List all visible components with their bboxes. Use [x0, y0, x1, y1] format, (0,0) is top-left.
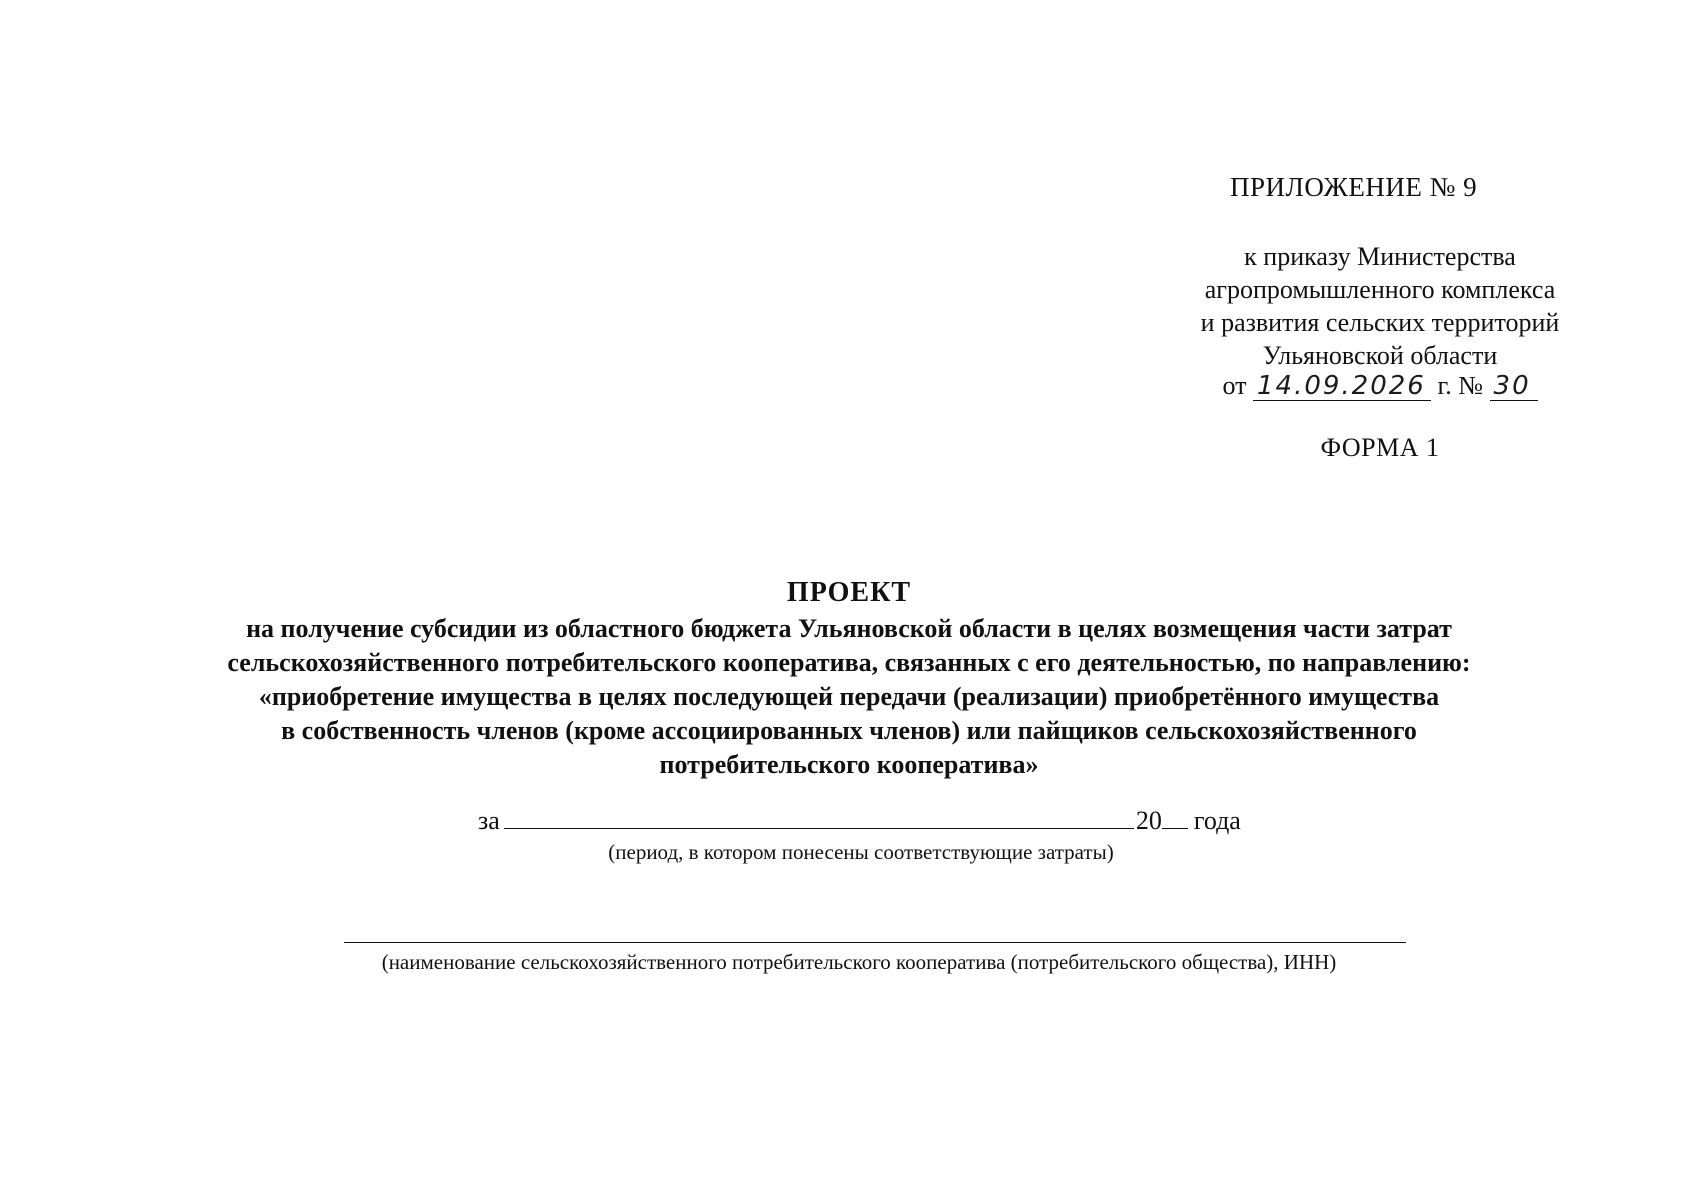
- project-subtitle: [100, 612, 1598, 782]
- project-heading: ПРОЕКТ: [786, 577, 912, 608]
- subtitle-line: потребительского кооператива»: [659, 750, 1039, 779]
- period-blank-field[interactable]: [504, 806, 1134, 829]
- order-reference: [1150, 240, 1610, 372]
- year-prefix: 20: [1135, 806, 1162, 835]
- order-line: Ульяновской области: [1262, 341, 1498, 370]
- handwritten-date: 14.09.2026: [1253, 372, 1431, 401]
- year-blank-field[interactable]: [1162, 806, 1188, 829]
- period-line: [478, 806, 1298, 836]
- form-label: ФОРМА 1: [1320, 433, 1440, 462]
- order-line: и развития сельских территорий: [1200, 308, 1560, 337]
- order-line: к приказу Министерства: [1244, 242, 1516, 271]
- number-label: г. №: [1437, 371, 1484, 400]
- subtitle-line: на получение субсидии из областного бюджета Ульяновской области в целях возмещения части затрат: [246, 614, 1452, 643]
- period-suffix: года: [1193, 806, 1241, 835]
- cooperative-name-field[interactable]: [344, 942, 1406, 943]
- subtitle-line: сельскохозяйственного потребительского кооператива, связанных с его деятельностью, по направлению:: [227, 648, 1471, 677]
- date-prefix: от: [1222, 371, 1247, 400]
- handwritten-number: 30: [1490, 372, 1538, 401]
- order-line: агропромышленного комплекса: [1204, 275, 1556, 304]
- period-caption: (период, в котором понесены соответствующие затраты): [608, 840, 1114, 864]
- cooperative-caption: (наименование сельскохозяйственного потребительского кооператива (потребительского общества), ИНН): [381, 950, 1337, 974]
- appendix-title: ПРИЛОЖЕНИЕ № 9: [1230, 172, 1478, 202]
- order-date-line: [1150, 371, 1610, 401]
- subtitle-line: в собственность членов (кроме ассоциированных членов) или пайщиков сельскохозяйственного: [281, 716, 1417, 745]
- subtitle-line: «приобретение имущества в целях последующей передачи (реализации) приобретённого имущества: [258, 682, 1440, 711]
- period-prefix: за: [478, 806, 500, 835]
